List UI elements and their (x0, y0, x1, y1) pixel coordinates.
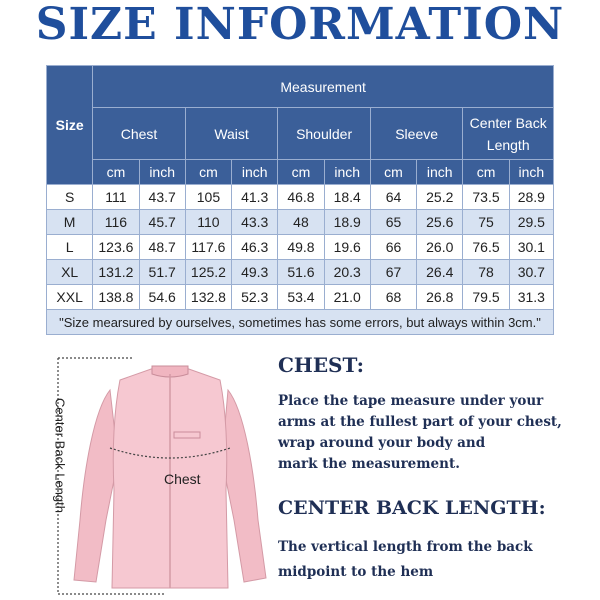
size-table (46, 65, 554, 335)
measurement-cell: 30.1 (509, 235, 553, 260)
center-back-instructions (278, 535, 533, 585)
unit-inch: inch (509, 160, 553, 185)
measurement-cell: 45.7 (139, 210, 185, 235)
measurement-cell: 18.9 (324, 210, 370, 235)
measurement-cell: 49.8 (278, 235, 324, 260)
measurement-cell: 110 (185, 210, 231, 235)
center-back-heading: CENTER BACK LENGTH: (278, 497, 546, 519)
measurement-cell: 19.6 (324, 235, 370, 260)
size-cell: XXL (47, 285, 93, 310)
measurement-cell: 18.4 (324, 185, 370, 210)
chest-line: arms at the fullest part of your chest, (278, 414, 562, 430)
measurement-cell: 68 (370, 285, 416, 310)
page-title: SIZE INFORMATION (35, 0, 565, 50)
measurement-cell: 79.5 (463, 285, 509, 310)
unit-row (47, 160, 554, 185)
center-back-length-header (463, 108, 554, 160)
unit-cm: cm (463, 160, 509, 185)
unit-cm: cm (278, 160, 324, 185)
size-cell: S (47, 185, 93, 210)
measurement-cell: 76.5 (463, 235, 509, 260)
size-cell: XL (47, 260, 93, 285)
measurement-cell: 46.3 (232, 235, 278, 260)
measurement-cell: 31.3 (509, 285, 553, 310)
measurement-cell: 43.7 (139, 185, 185, 210)
measurement-cell: 66 (370, 235, 416, 260)
shoulder-header: Shoulder (278, 108, 371, 160)
chest-label: Chest (164, 471, 201, 487)
size-row (47, 260, 554, 285)
measurement-cell: 25.6 (417, 210, 463, 235)
measurement-cell: 46.8 (278, 185, 324, 210)
waist-header: Waist (185, 108, 278, 160)
measurement-cell: 78 (463, 260, 509, 285)
measurement-cell: 132.8 (185, 285, 231, 310)
center-back-line: The vertical length from the back (278, 539, 533, 555)
measurement-cell: 123.6 (93, 235, 139, 260)
size-column-header: Size (47, 66, 93, 185)
chest-instructions (278, 391, 562, 475)
measurement-cell: 20.3 (324, 260, 370, 285)
unit-cm: cm (93, 160, 139, 185)
chest-heading: CHEST: (278, 353, 365, 377)
left-sleeve (74, 390, 118, 582)
size-cell: L (47, 235, 93, 260)
measurement-cell: 28.9 (509, 185, 553, 210)
measurement-cell: 49.3 (232, 260, 278, 285)
measurement-cell: 52.3 (232, 285, 278, 310)
measurement-cell: 65 (370, 210, 416, 235)
measurement-cell: 51.7 (139, 260, 185, 285)
measurement-cell: 125.2 (185, 260, 231, 285)
unit-inch: inch (324, 160, 370, 185)
measurement-cell: 41.3 (232, 185, 278, 210)
center-back-header-line1: Center Back (469, 114, 547, 131)
measurement-cell: 131.2 (93, 260, 139, 285)
size-cell: M (47, 210, 93, 235)
unit-inch: inch (139, 160, 185, 185)
center-back-line: midpoint to the hem (278, 564, 434, 580)
measurement-cell: 67 (370, 260, 416, 285)
size-row (47, 235, 554, 260)
measurement-cell: 48 (278, 210, 324, 235)
sleeve-header: Sleeve (370, 108, 463, 160)
measurement-cell: 117.6 (185, 235, 231, 260)
center-back-length-label: Center Back Length (52, 398, 68, 513)
measurement-cell: 73.5 (463, 185, 509, 210)
measurement-cell: 138.8 (93, 285, 139, 310)
measurement-cell: 26.8 (417, 285, 463, 310)
measurement-cell: 25.2 (417, 185, 463, 210)
measurement-cell: 48.7 (139, 235, 185, 260)
chest-line: wrap around your body and (278, 435, 486, 451)
unit-inch: inch (417, 160, 463, 185)
size-row (47, 185, 554, 210)
measurement-cell: 26.4 (417, 260, 463, 285)
unit-cm: cm (185, 160, 231, 185)
measurement-cell: 51.6 (278, 260, 324, 285)
unit-inch: inch (232, 160, 278, 185)
size-row (47, 210, 554, 235)
chest-header: Chest (93, 108, 186, 160)
unit-cm: cm (370, 160, 416, 185)
measurement-cell: 29.5 (509, 210, 553, 235)
measurement-cell: 21.0 (324, 285, 370, 310)
measurement-cell: 111 (93, 185, 139, 210)
center-back-header-line2: Length (486, 136, 530, 153)
measurement-cell: 43.3 (232, 210, 278, 235)
chest-line: mark the measurement. (278, 456, 460, 472)
size-note: "Size mearsured by ourselves, sometimes has some errors, but always within 3cm." (47, 310, 554, 335)
measurement-cell: 54.6 (139, 285, 185, 310)
measurement-cell: 116 (93, 210, 139, 235)
right-sleeve (222, 390, 266, 582)
measurement-cell: 26.0 (417, 235, 463, 260)
measurement-header: Measurement (93, 66, 554, 108)
measurement-cell: 30.7 (509, 260, 553, 285)
measurement-cell: 53.4 (278, 285, 324, 310)
size-row (47, 285, 554, 310)
measurement-cell: 105 (185, 185, 231, 210)
measurement-cell: 64 (370, 185, 416, 210)
chest-line: Place the tape measure under your (278, 393, 544, 409)
measurement-cell: 75 (463, 210, 509, 235)
